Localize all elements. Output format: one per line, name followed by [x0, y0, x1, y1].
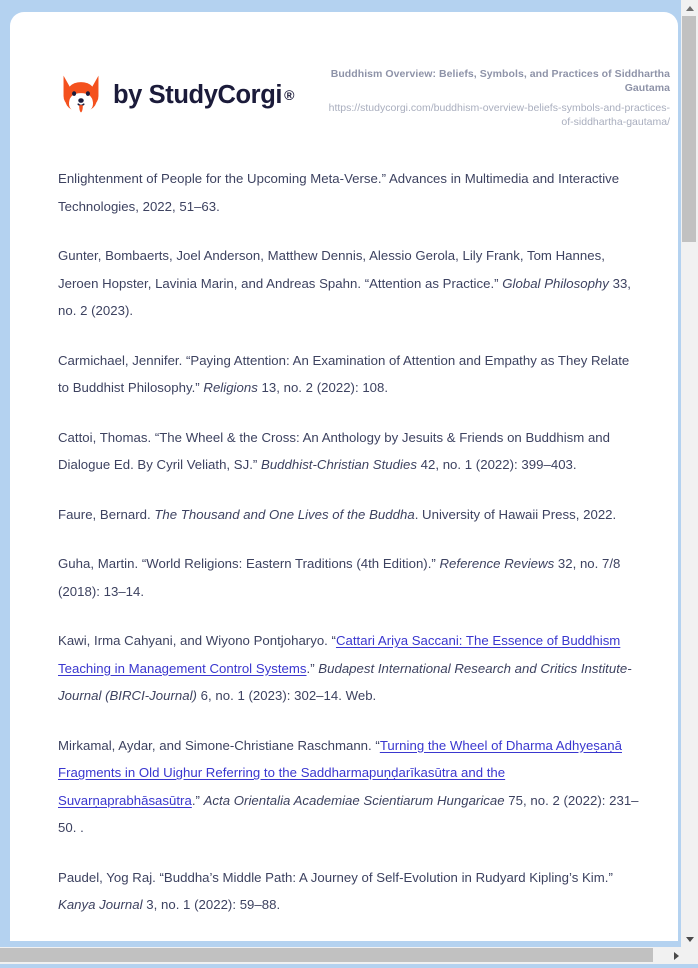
reference-link[interactable]: Cattari Ariya Saccani: The Essence of Buddhism Teaching in Management Control Systems — [58, 633, 621, 676]
reference-text: 13, no. 2 (2022): 108. — [257, 380, 389, 396]
reference-text: .” — [191, 792, 204, 808]
reference-entry — [58, 242, 642, 325]
reference-text: .” — [306, 660, 319, 676]
vertical-scrollbar-thumb[interactable] — [682, 16, 696, 242]
reference-text: 33, no. 2 (2023). — [58, 275, 631, 319]
reference-entry — [58, 627, 642, 710]
reference-text: Mirkamal, Aydar, and Simone-Christiane Raschmann. “ — [58, 737, 380, 753]
reference-text: Carmichael, Jennifer. “Paying Attention: An Examination of Attention and Empathy as They Relate to Buddhist Philosophy.” — [58, 352, 630, 396]
registered-trademark-icon: ® — [284, 87, 295, 103]
reference-entry — [58, 347, 642, 402]
reference-text: Enlightenment of People for the Upcoming Meta-Verse.” Advances in Multimedia and Interactive Technologies, 2022, 51–63. — [58, 171, 620, 214]
reference-text: Faure, Bernard. — [58, 506, 155, 522]
document-page — [10, 12, 678, 941]
reference-text: Cattoi, Thomas. “The Wheel & the Cross: An Anthology by Jesuits & Friends on Buddhism and Dialogue Ed. By Cyril Veliath, SJ.” — [58, 429, 611, 473]
reference-title-italic: Budapest International Research and Critics Institute-Journal (BIRCI-Journal) — [58, 660, 632, 704]
reference-text: 42, no. 1 (2022): 399–403. — [416, 457, 577, 473]
document-header — [10, 12, 678, 129]
reference-title-italic: The Thousand and One Lives of the Buddha — [154, 506, 415, 522]
reference-text: Kawi, Irma Cahyani, and Wiyono Pontjoharyo. “ — [58, 633, 336, 649]
reference-text: . University of Hawaii Press, 2022. — [414, 506, 617, 522]
scroll-up-arrow-icon[interactable] — [681, 0, 698, 16]
reference-entry — [58, 424, 642, 479]
reference-text: 6, no. 1 (2023): 302–14. Web. — [196, 688, 377, 704]
corgi-logo-icon — [58, 72, 104, 118]
reference-title-italic: Global Philosophy — [502, 275, 609, 291]
reference-text: 3, no. 1 (2022): 59–88. — [142, 897, 281, 913]
reference-text: Paudel, Yog Raj. “Buddha’s Middle Path: A Journey of Self-Evolution in Rudyard Kipling’s Kim.” — [58, 869, 613, 885]
reference-title-italic: Reference Reviews — [439, 556, 555, 572]
reference-text: 75, no. 2 (2022): 231–50. . — [58, 792, 639, 836]
reference-title-italic: Kanya Journal — [58, 897, 143, 913]
studycorgi-brand — [58, 60, 294, 118]
reference-list — [10, 129, 678, 968]
vertical-scrollbar[interactable] — [681, 0, 698, 947]
page-title: Buddhism Overview: Beliefs, Symbols, and Practices of Siddhartha Gautama — [330, 68, 670, 94]
horizontal-scrollbar[interactable] — [0, 947, 698, 964]
reference-link[interactable]: Turning the Wheel of Dharma Adhyeṣaṇā Fragments in Old Uighur Referring to the Saddharmapuṇḍarīkasūtra and the Suvarṇaprabhāsasūtra — [58, 737, 622, 808]
brand-wordmark: by StudyCorgi — [113, 80, 283, 109]
reference-text: 32, no. 7/8 (2018): 13–14. — [58, 556, 621, 599]
page-url: https://studycorgi.com/buddhism-overview-beliefs-symbols-and-practices-of-siddhartha-gautama/ — [328, 101, 670, 128]
reference-text: Guha, Martin. “World Religions: Eastern Traditions (4th Edition).” — [58, 556, 440, 572]
scrollbar-corner — [681, 947, 698, 964]
reference-entry — [58, 165, 642, 220]
reference-entry — [58, 864, 642, 919]
reference-title-italic: Acta Orientalia Academiae Scientiarum Hungaricae — [203, 792, 505, 808]
reference-entry — [58, 501, 642, 529]
reference-title-italic: Religions — [203, 380, 258, 396]
reference-entry — [58, 550, 642, 605]
reference-text: Gunter, Bombaerts, Joel Anderson, Matthew Dennis, Alessio Gerola, Lily Frank, Tom Hannes, Jeroen Hopster, Lavinia Marin, and Andreas Spahn. “Attention as Practice.” — [58, 248, 605, 291]
scroll-down-arrow-icon[interactable] — [681, 931, 698, 947]
horizontal-scrollbar-thumb[interactable] — [0, 948, 653, 962]
reference-entry — [58, 732, 642, 842]
header-meta — [294, 60, 670, 129]
reference-title-italic: Buddhist-Christian Studies — [261, 457, 417, 473]
